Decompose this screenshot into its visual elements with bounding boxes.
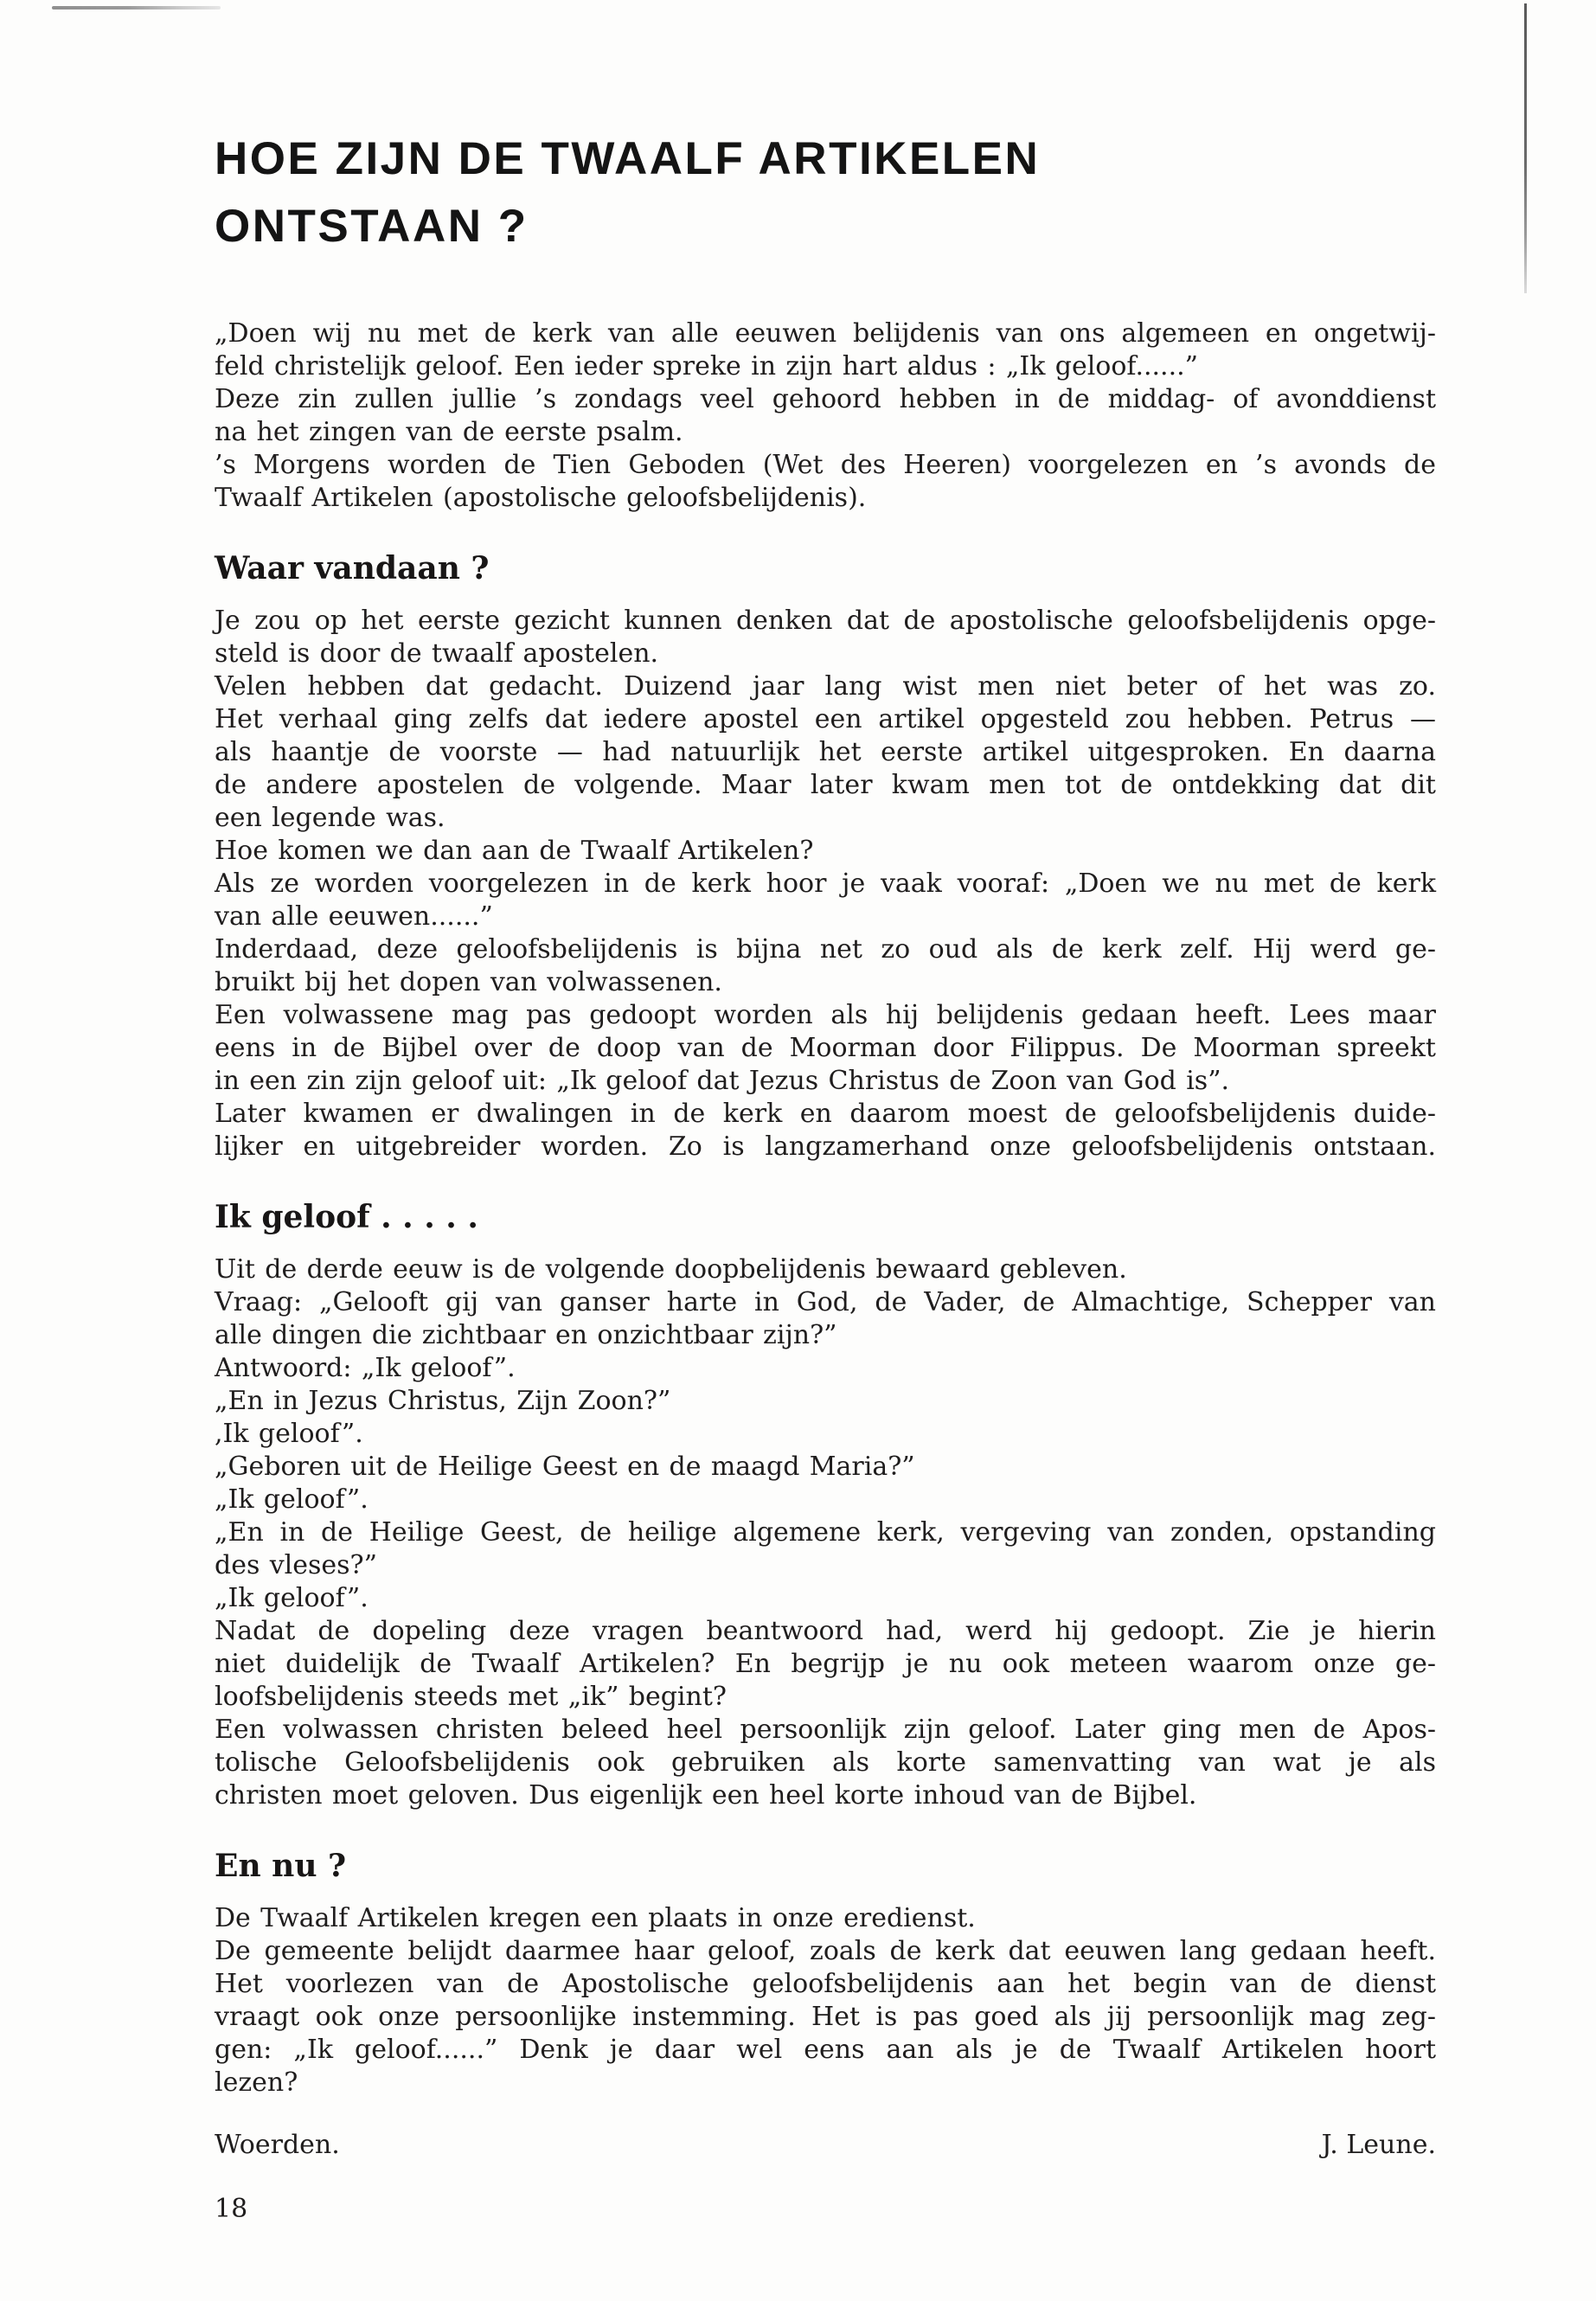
text-line: feld christelijk geloof. Een ieder spreke in zijn hart aldus : „Ik geloof......” (215, 351, 1199, 381)
text-line: tolische Geloofsbelijdenis ook gebruiken als korte samenvatting van wat je als (215, 1747, 1436, 1778)
text-line: Velen hebben dat gedacht. Duizend jaar lang wist men niet beter of het was zo. (215, 671, 1436, 702)
text-line: Een volwassen christen beleed heel persoonlijk zijn geloof. Later ging men de Apos- (215, 1715, 1436, 1745)
text-line: loofsbelijdenis steeds met „ik” begint? (215, 1682, 727, 1712)
text-line: Het verhaal ging zelfs dat iedere apostel een artikel opgesteld zou hebben. Petrus — (215, 704, 1436, 734)
text-line: Twaalf Artikelen (apostolische geloofsbelijdenis). (215, 483, 867, 513)
text-line: „En in de Heilige Geest, de heilige algemene kerk, vergeving van zonden, opstanding (215, 1517, 1436, 1548)
text-line: Als ze worden voorgelezen in de kerk hoor je vaak vooraf: „Doen we nu met de kerk (215, 868, 1436, 899)
text-line: als haantje de voorste — had natuurlijk het eerste artikel uitgesproken. En daarna (215, 737, 1436, 767)
text-line: bruikt bij het dopen van volwassenen. (215, 967, 722, 997)
text-line: Een volwassene mag pas gedoopt worden als hij belijdenis gedaan heeft. Lees maar (215, 1000, 1436, 1030)
page-number: 18 (215, 2194, 248, 2224)
text-line: „Geboren uit de Heilige Geest en de maagd Maria?” (215, 1452, 915, 1482)
text-line: van alle eeuwen......” (215, 901, 493, 932)
section-heading-ik-geloof: Ik geloof . . . . . (215, 1199, 478, 1235)
intro-paragraph (215, 317, 1436, 515)
text-line: Je zou op het eerste gezicht kunnen denken dat de apostolische geloofsbelijdenis opge- (215, 606, 1436, 636)
text-line: des vleses?” (215, 1550, 377, 1580)
text-line: Het voorlezen van de Apostolische geloofsbelijdenis aan het begin van de dienst (215, 1969, 1436, 1999)
text-line: Hoe komen we dan aan de Twaalf Artikelen? (215, 836, 814, 866)
text-line: Later kwamen er dwalingen in de kerk en daarom moest de geloofsbelijdenis duide- (215, 1099, 1436, 1129)
text-line: steld is door de twaalf apostelen. (215, 638, 659, 669)
text-line: Nadat de dopeling deze vragen beantwoord had, werd hij gedoopt. Zie je hierin (215, 1616, 1436, 1646)
footer (215, 2129, 1436, 2162)
text-line: gen: „Ik geloof......” Denk je daar wel eens aan als je de Twaalf Artikelen hoort (215, 2035, 1436, 2065)
text-line: ’s Morgens worden de Tien Geboden (Wet des Heeren) voorgelezen en ’s avonds de (215, 450, 1436, 480)
text-line: de andere apostelen de volgende. Maar later kwam men tot de ontdekking dat dit (215, 770, 1436, 800)
text-line: Antwoord: „Ik geloof”. (215, 1353, 516, 1383)
text-line: niet duidelijk de Twaalf Artikelen? En begrijp je nu ook meteen waarom onze ge- (215, 1649, 1436, 1679)
text-line: „Ik geloof”. (215, 1583, 369, 1613)
text-column (215, 125, 1436, 2226)
text-line: na het zingen van de eerste psalm. (215, 417, 683, 447)
text-line: Inderdaad, deze geloofsbelijdenis is bijna net zo oud als de kerk zelf. Hij werd ge- (215, 934, 1436, 965)
text-line: christen moet geloven. Dus eigenlijk een heel korte inhoud van de Bijbel. (215, 1780, 1197, 1811)
text-line: lijker en uitgebreider worden. Zo is langzamerhand onze geloofsbelijdenis ontstaan. (215, 1131, 1436, 1162)
text-line: ,Ik geloof”. (215, 1419, 363, 1449)
text-line: eens in de Bijbel over de doop van de Moorman door Filippus. De Moorman spreekt (215, 1033, 1436, 1063)
scan-artifact-right-line (1524, 3, 1527, 293)
text-line: „En in Jezus Christus, Zijn Zoon?” (215, 1386, 671, 1416)
page-title (215, 125, 1436, 260)
text-line: Vraag: „Gelooft gij van ganser harte in God, de Vader, de Almachtige, Schepper van (215, 1287, 1436, 1317)
text-line: alle dingen die zichtbaar en onzichtbaar zijn?” (215, 1320, 837, 1350)
page-title-line-1: HOE ZIJN DE TWAALF ARTIKELEN (215, 133, 1041, 184)
section-waar-vandaan (215, 605, 1436, 1163)
footer-author: J. Leune. (1321, 2130, 1436, 2160)
section-en-nu (215, 1902, 1436, 2099)
text-line: „Doen wij nu met de kerk van alle eeuwen belijdenis van ons algemeen en ongetwij- (215, 318, 1436, 349)
section-ik-geloof (215, 1253, 1436, 1812)
text-line: Uit de derde eeuw is de volgende doopbelijdenis bewaard gebleven. (215, 1254, 1127, 1285)
text-line: vraagt ook onze persoonlijke instemming. Het is pas goed als jij persoonlijk mag zeg- (215, 2002, 1436, 2032)
text-line: lezen? (215, 2067, 298, 2098)
text-line: in een zin zijn geloof uit: „Ik geloof dat Jezus Christus de Zoon van God is”. (215, 1066, 1230, 1096)
section-heading-waar-vandaan: Waar vandaan ? (215, 550, 490, 586)
text-line: Deze zin zullen jullie ’s zondags veel gehoord hebben in de middag- of avonddienst (215, 384, 1436, 414)
text-line: De Twaalf Artikelen kregen een plaats in onze eredienst. (215, 1903, 976, 1933)
footer-place: Woerden. (215, 2130, 340, 2160)
section-heading-en-nu: En nu ? (215, 1848, 347, 1884)
text-line: een legende was. (215, 803, 445, 833)
text-line: De gemeente belijdt daarmee haar geloof, zoals de kerk dat eeuwen lang gedaan heeft. (215, 1936, 1436, 1966)
text-line: „Ik geloof”. (215, 1484, 369, 1515)
page-title-line-2: ONTSTAAN ? (215, 201, 529, 252)
scan-artifact-top-line (52, 6, 221, 10)
